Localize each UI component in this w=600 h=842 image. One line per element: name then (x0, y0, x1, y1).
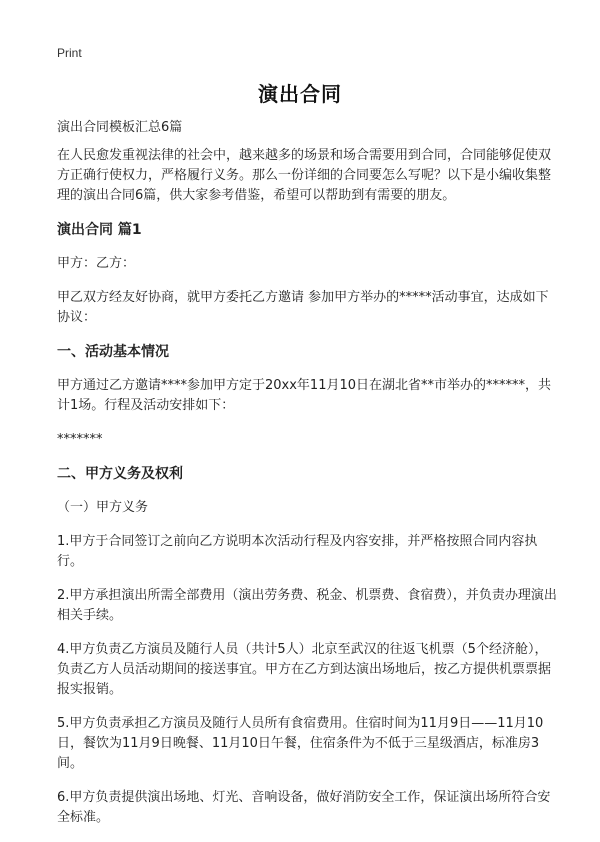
document-title: 演出合同 (258, 82, 342, 106)
list-item: 4.甲方负责乙方演员及随行人员（共计5人）北京至武汉的往返飞机票（5个经济舱），负责乙方人员活动期间的接送事宜。甲方在乙方到达演出场地后，按乙方提供机票票据报实报销。 (57, 642, 552, 697)
activity-info-paragraph: 甲方通过乙方邀请****参加甲方定于20xx年11月10日在湖北省**市举办的******，共计1场。行程及活动安排如下： (57, 378, 552, 413)
list-item: 5.甲方负责承担乙方演员及随行人员所有食宿费用。住宿时间为11月9日——11月10日，餐饮为11月9日晚餐、11月10日午餐，住宿条件为不低于三星级酒店，标准房3间。 (57, 716, 544, 771)
list-item: 6.甲方负责提供演出场地、灯光、音响设备，做好消防安全工作，保证演出场所符合安全标准。 (57, 790, 551, 825)
list-item: 1.甲方于合同签订之前向乙方说明本次活动行程及内容安排，并严格按照合同内容执行。 (57, 534, 538, 569)
document-body (57, 118, 560, 842)
print-link[interactable]: Print (57, 46, 82, 60)
parties-line: 甲方：乙方： (57, 256, 136, 271)
heading-activity-info: 一、活动基本情况 (57, 344, 169, 360)
sub-heading-obligations: （一）甲方义务 (57, 500, 149, 515)
list-item: 2.甲方承担演出所需全部费用（演出劳务费、税金、机票费、食宿费），并负责办理演出相关手续。 (57, 588, 557, 623)
agreement-paragraph: 甲乙双方经友好协商，就甲方委托乙方邀请 参加甲方举办的*****活动事宜，达成如下协议： (57, 290, 549, 325)
intro-paragraph: 在人民愈发重视法律的社会中，越来越多的场景和场合需要用到合同，合同能够促使双方正确行使权力，严格履行义务。那么一份详细的合同要怎么写呢？以下是小编收集整理的演出合同6篇，供大家参考借鉴，希望可以帮助到有需要的朋友。 (57, 148, 552, 203)
heading-party-a-obligations: 二、甲方义务及权利 (57, 466, 183, 482)
section-heading-1: 演出合同 篇1 (57, 222, 142, 238)
document-subtitle: 演出合同模板汇总6篇 (57, 120, 183, 135)
stars-line: ******* (57, 432, 103, 447)
